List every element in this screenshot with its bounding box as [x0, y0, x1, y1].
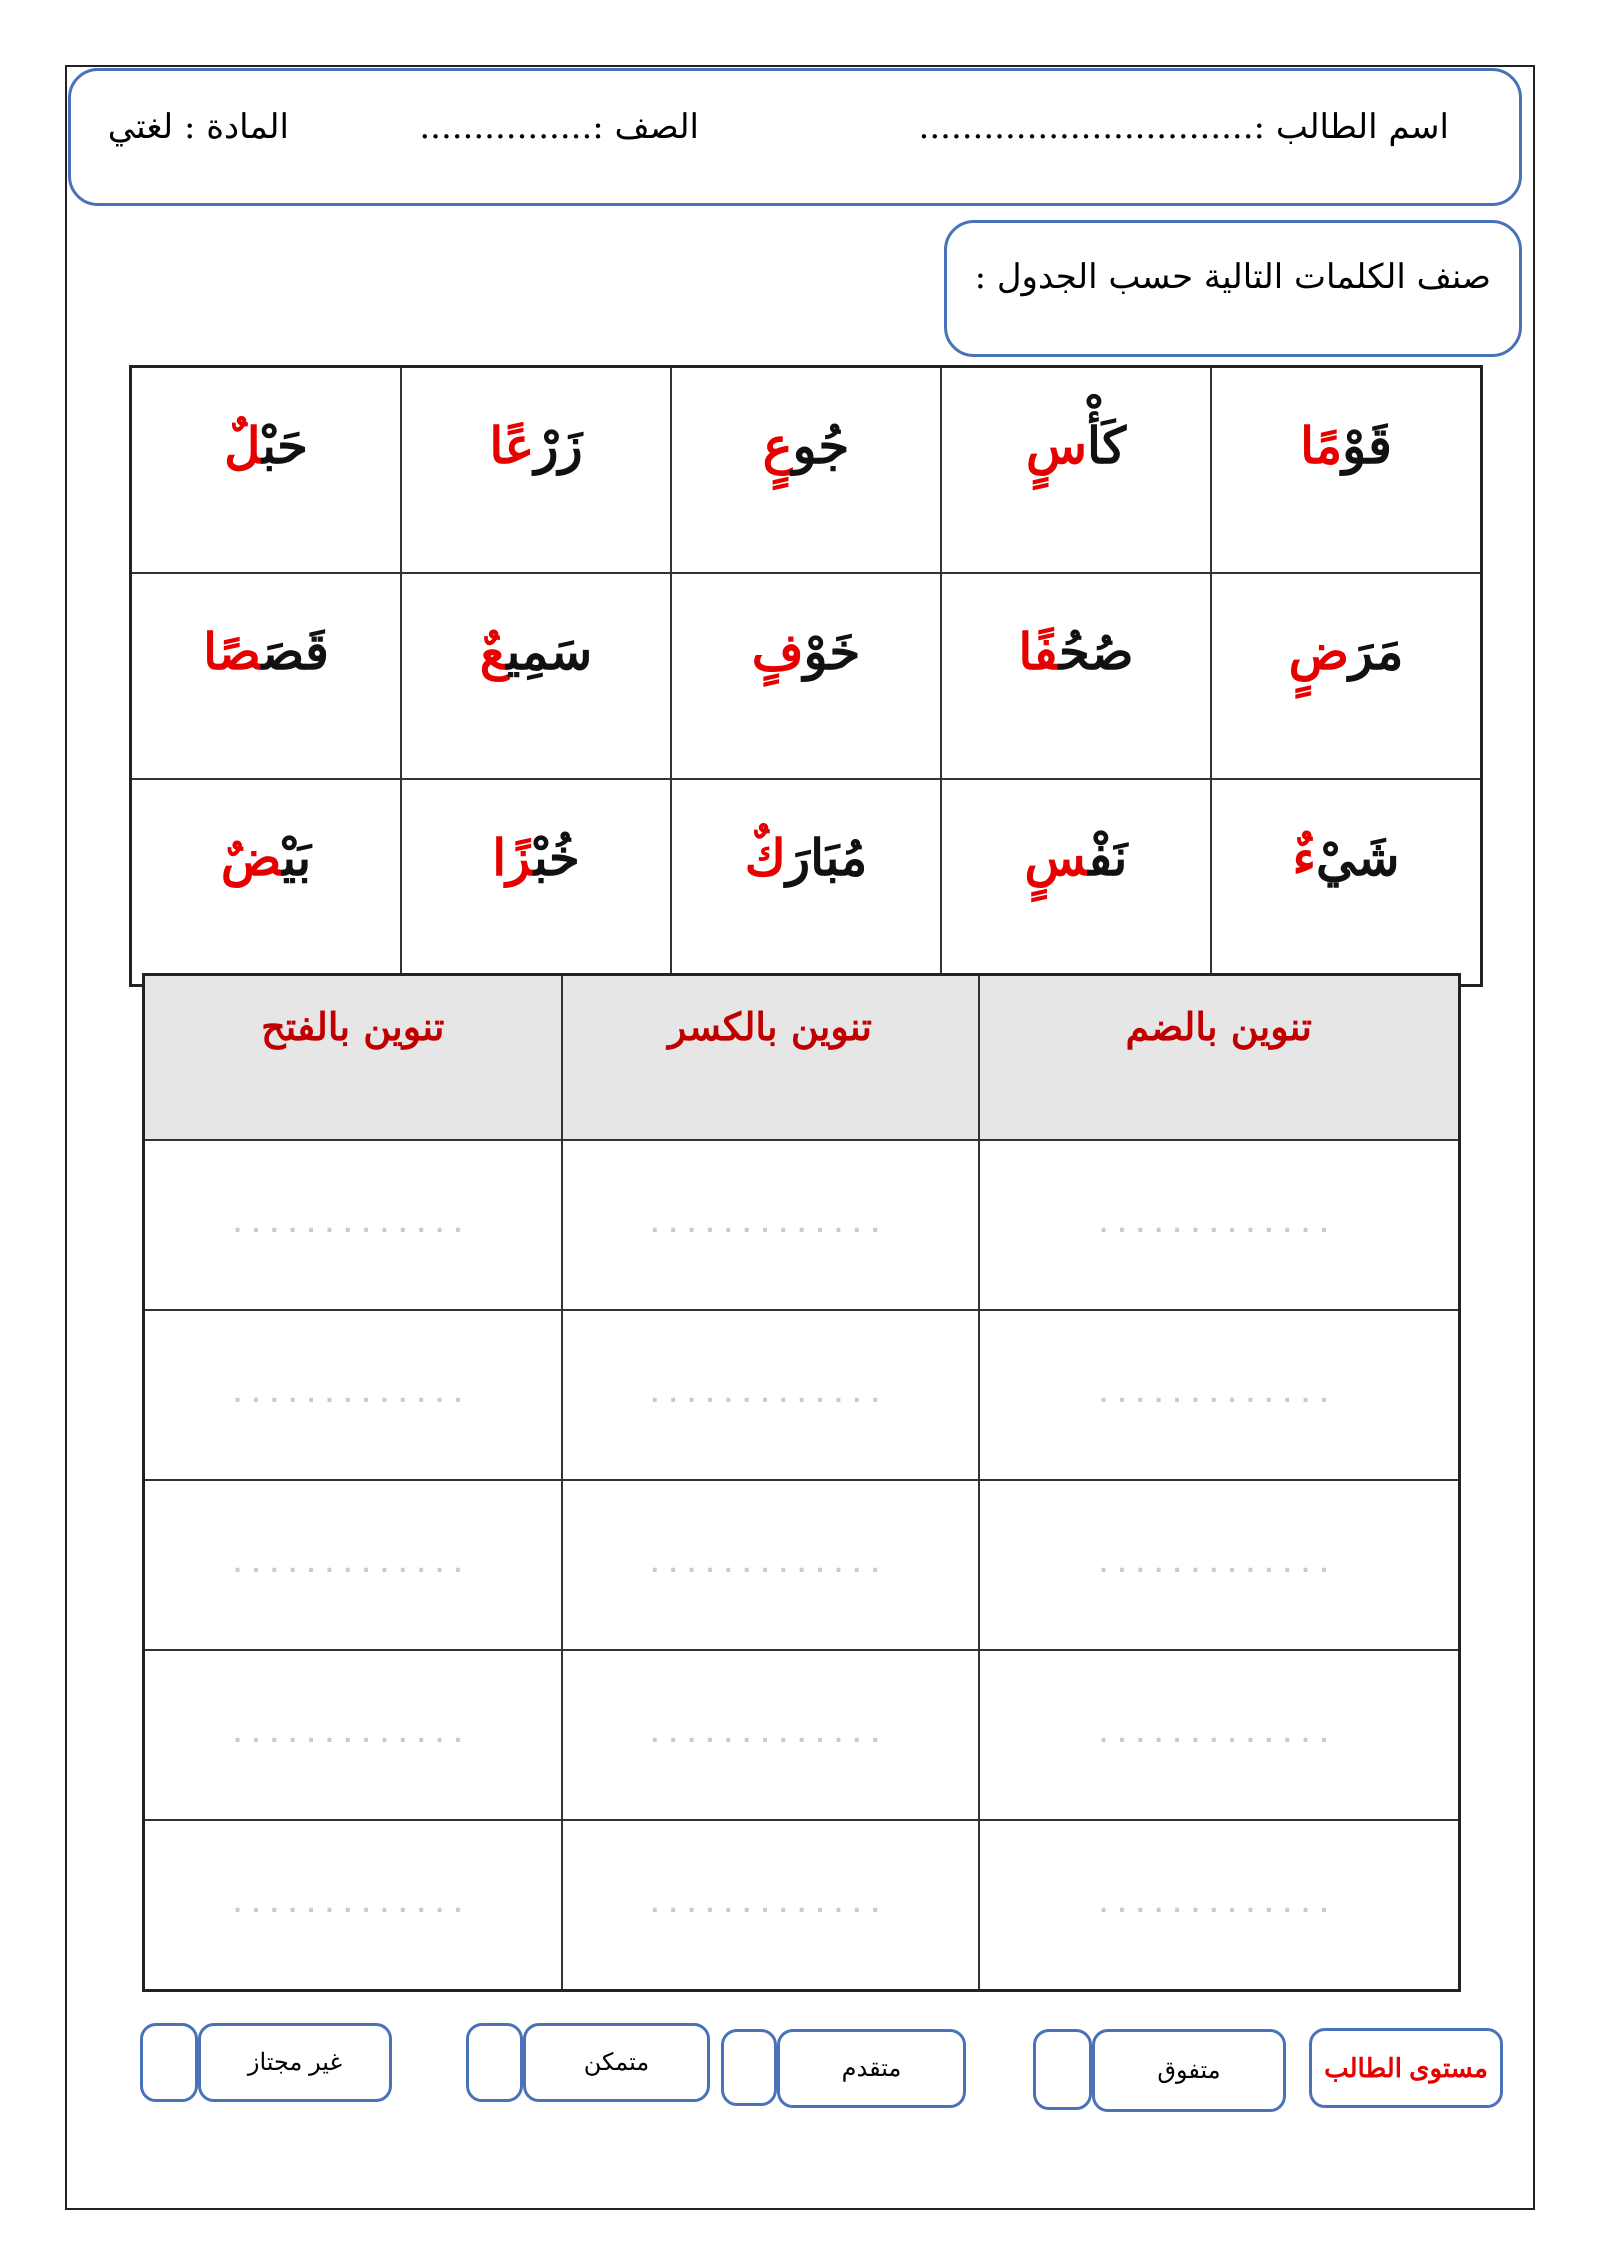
- word-stem: زَرْ: [534, 415, 583, 475]
- class-field[interactable]: الصف :................: [419, 107, 699, 147]
- word-cell: [401, 573, 671, 779]
- answer-header-row: [144, 975, 1460, 1141]
- word-stem: خُبْ: [533, 827, 580, 887]
- answer-cell[interactable]: [562, 1140, 979, 1310]
- answer-cell[interactable]: [144, 1140, 562, 1310]
- word-cell: [1211, 573, 1482, 779]
- word-row: [131, 367, 1482, 574]
- blank-dots: .............: [650, 1722, 890, 1748]
- word-ending: سٍ: [1024, 827, 1089, 887]
- word-cell: [671, 573, 941, 779]
- word-stem: قَوْ: [1342, 415, 1392, 475]
- blank-dots: .............: [1099, 1892, 1339, 1918]
- answer-cell[interactable]: [562, 1480, 979, 1650]
- word-row: [131, 573, 1482, 779]
- answer-cell[interactable]: [979, 1140, 1460, 1310]
- blank-dots: .............: [650, 1892, 890, 1918]
- word-stem: مَرَ: [1349, 621, 1404, 681]
- word-ending: سٍ: [1025, 415, 1087, 475]
- word-cell: [1211, 779, 1482, 986]
- answer-cell[interactable]: [562, 1820, 979, 1991]
- blank-dots: .............: [1099, 1722, 1339, 1748]
- header-tanween-kasra: تنوين بالكسر: [562, 975, 979, 1141]
- level-label-not-passed: غير مجتاز: [198, 2023, 392, 2102]
- word-stem: حَبْ: [261, 415, 308, 475]
- word-stem: كَأْ: [1087, 415, 1127, 475]
- word-ending: عٍ: [762, 415, 793, 475]
- word-stem: سَمِي: [506, 621, 593, 681]
- word-cell: [941, 779, 1211, 986]
- word-cell: [1211, 367, 1482, 574]
- word-ending: فٍ: [751, 621, 804, 681]
- answer-table: [142, 973, 1461, 1992]
- word-cell: [401, 779, 671, 986]
- word-ending: لٌ: [224, 415, 262, 475]
- word-cell: [671, 779, 941, 986]
- blank-dots: .............: [233, 1212, 473, 1238]
- answer-row: [144, 1140, 1460, 1310]
- answer-row: [144, 1820, 1460, 1991]
- instruction-box: [944, 220, 1522, 357]
- level-label-proficient: متمكن: [523, 2023, 710, 2102]
- word-stem: شَيْ: [1315, 827, 1400, 887]
- student-info-box: [68, 68, 1522, 206]
- level-checkbox-advanced[interactable]: [721, 2029, 777, 2106]
- answer-cell[interactable]: [562, 1650, 979, 1820]
- answer-cell[interactable]: [144, 1310, 562, 1480]
- blank-dots: .............: [233, 1722, 473, 1748]
- word-stem: خَوْ: [803, 621, 861, 681]
- answer-cell[interactable]: [562, 1310, 979, 1480]
- word-cell: [131, 367, 402, 574]
- word-cell: [671, 367, 941, 574]
- answer-row: [144, 1480, 1460, 1650]
- word-cell: [131, 573, 402, 779]
- level-label-advanced: متقدم: [777, 2029, 966, 2108]
- answer-row: [144, 1310, 1460, 1480]
- header-tanween-fatha: تنوين بالفتح: [144, 975, 562, 1141]
- answer-cell[interactable]: [979, 1650, 1460, 1820]
- word-ending: عًا: [489, 415, 535, 475]
- word-cell: [401, 367, 671, 574]
- blank-dots: .............: [1099, 1552, 1339, 1578]
- word-stem: جُو: [792, 415, 850, 475]
- instruction-text: صنف الكلمات التالية حسب الجدول :: [974, 257, 1491, 297]
- word-row: [131, 779, 1482, 986]
- blank-dots: .............: [650, 1212, 890, 1238]
- answer-cell[interactable]: [144, 1480, 562, 1650]
- answer-cell[interactable]: [144, 1820, 562, 1991]
- blank-dots: .............: [1099, 1382, 1339, 1408]
- word-ending: ضٍ: [1288, 621, 1350, 681]
- word-cell: [941, 367, 1211, 574]
- word-stem: نَفْ: [1088, 827, 1128, 887]
- word-cell: [941, 573, 1211, 779]
- answer-row: [144, 1650, 1460, 1820]
- subject-label: المادة : لغتي: [107, 107, 289, 147]
- word-stem: قَصَ: [261, 621, 329, 681]
- level-checkbox-proficient[interactable]: [466, 2023, 523, 2102]
- word-cell: [131, 779, 402, 986]
- answer-cell[interactable]: [979, 1820, 1460, 1991]
- word-ending: مًا: [1300, 415, 1343, 475]
- word-ending: فًا: [1018, 621, 1059, 681]
- blank-dots: .............: [1099, 1212, 1339, 1238]
- word-table: [129, 365, 1483, 987]
- level-checkbox-not-passed[interactable]: [140, 2023, 198, 2102]
- blank-dots: .............: [650, 1382, 890, 1408]
- student-level-title: مستوى الطالب: [1309, 2028, 1503, 2108]
- word-stem: مُبَارَ: [785, 827, 868, 887]
- answer-cell[interactable]: [979, 1310, 1460, 1480]
- word-ending: ءٌ: [1292, 827, 1316, 887]
- word-ending: عٌ: [479, 621, 507, 681]
- word-ending: ضٌ: [220, 827, 283, 887]
- blank-dots: .............: [233, 1382, 473, 1408]
- blank-dots: .............: [233, 1892, 473, 1918]
- level-checkbox-excellent[interactable]: [1033, 2029, 1092, 2110]
- level-label-excellent: متفوق: [1092, 2029, 1286, 2112]
- blank-dots: .............: [650, 1552, 890, 1578]
- word-ending: كٌ: [744, 827, 786, 887]
- answer-cell[interactable]: [144, 1650, 562, 1820]
- student-name-field[interactable]: اسم الطالب :...............................: [918, 107, 1449, 147]
- word-ending: صًا: [203, 621, 262, 681]
- word-stem: صُحُ: [1058, 621, 1134, 681]
- answer-cell[interactable]: [979, 1480, 1460, 1650]
- header-tanween-damma: تنوين بالضم: [979, 975, 1460, 1141]
- blank-dots: .............: [233, 1552, 473, 1578]
- word-stem: بَيْ: [282, 827, 312, 887]
- word-ending: زًا: [492, 827, 534, 887]
